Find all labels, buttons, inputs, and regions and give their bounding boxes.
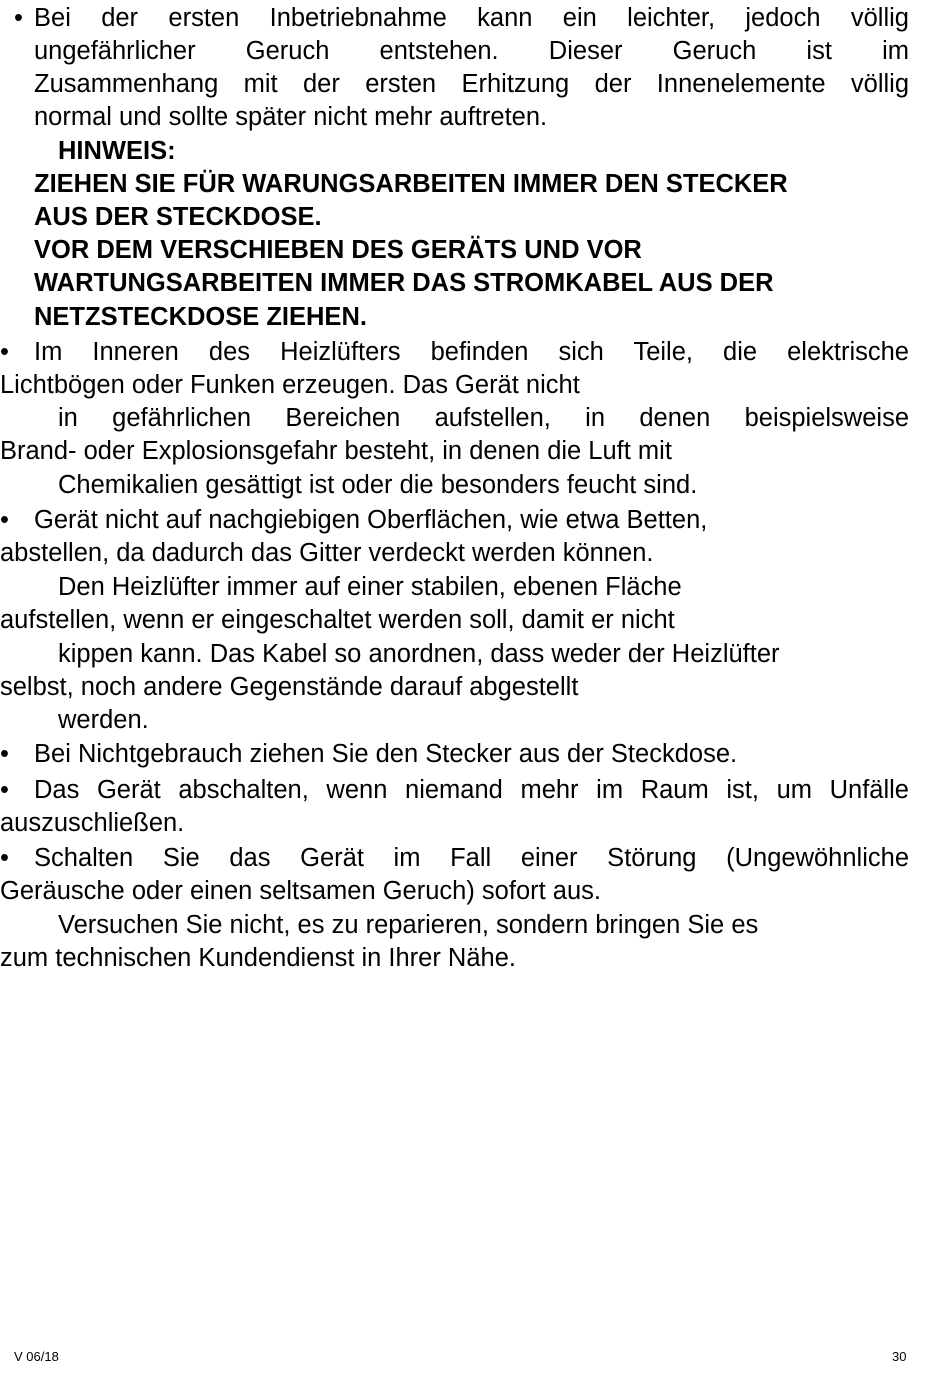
text-line: • Bei Nichtgebrauch ziehen Sie den Stecker aus der Steckdose.: [0, 738, 950, 771]
text-line: selbst, noch andere Gegenstände darauf abgestellt: [0, 673, 579, 701]
text-line: Den Heizlüfter immer auf einer stabilen, ebenen Fläche: [58, 573, 682, 601]
bullet-icon: •: [0, 776, 9, 804]
bullet-icon: •: [0, 338, 9, 366]
bullet-icon: •: [0, 844, 9, 872]
text-line: • Das Gerät abschalten, wenn niemand mehr im Raum ist, um Unfälle: [0, 774, 909, 807]
notice-heading: HINWEIS:: [58, 137, 176, 165]
text-line: Geräusche oder einen seltsamen Geruch) sofort aus.: [0, 877, 601, 905]
bullet-icon: •: [0, 740, 9, 768]
text-line: • Gerät nicht auf nachgiebigen Oberflächen, wie etwa Betten,: [0, 504, 950, 537]
bullet-icon: •: [0, 506, 9, 534]
text-line: ungefährlicher Geruch entstehen. Dieser Geruch ist im: [34, 37, 909, 65]
text-line: aufstellen, wenn er eingeschaltet werden soll, damit er nicht: [0, 606, 675, 634]
text-line: normal und sollte später nicht mehr auftreten.: [34, 103, 548, 131]
footer-page-number: 30: [892, 1349, 907, 1364]
text-line: kippen kann. Das Kabel so anordnen, dass weder der Heizlüfter: [58, 640, 780, 668]
text-line: in gefährlichen Bereichen aufstellen, in denen beispielsweise: [58, 404, 909, 432]
text-line: Brand- oder Explosionsgefahr besteht, in denen die Luft mit: [0, 437, 672, 465]
bullet-icon: •: [14, 4, 23, 32]
text-line: Zusammenhang mit der ersten Erhitzung der Innenelemente völlig: [34, 70, 909, 98]
notice-text: NETZSTECKDOSE ZIEHEN.: [34, 303, 367, 331]
text-line: abstellen, da dadurch das Gitter verdeckt werden können.: [0, 539, 654, 567]
text-line: • Schalten Sie das Gerät im Fall einer Störung (Ungewöhnliche: [0, 842, 909, 875]
notice-text: WARTUNGSARBEITEN IMMER DAS STROMKABEL AUS DER: [34, 269, 774, 297]
notice-text: AUS DER STECKDOSE.: [34, 203, 322, 231]
text-line: Versuchen Sie nicht, es zu reparieren, sondern bringen Sie es: [58, 911, 759, 939]
text-line: werden.: [58, 706, 149, 734]
text-line: Lichtbögen oder Funken erzeugen. Das Gerät nicht: [0, 371, 580, 399]
text-line: auszuschließen.: [0, 809, 185, 837]
notice-text: ZIEHEN SIE FÜR WARUNGSARBEITEN IMMER DEN STECKER: [34, 170, 788, 198]
text-line: • Im Inneren des Heizlüfters befinden sich Teile, die elektrische: [0, 336, 909, 369]
text-line: • Bei der ersten Inbetriebnahme kann ein leichter, jedoch völlig: [14, 2, 909, 35]
text-line: Chemikalien gesättigt ist oder die besonders feucht sind.: [58, 471, 698, 499]
notice-text: VOR DEM VERSCHIEBEN DES GERÄTS UND VOR: [34, 236, 642, 264]
footer-version: V 06/18: [14, 1349, 59, 1364]
text-line: zum technischen Kundendienst in Ihrer Nähe.: [0, 944, 516, 972]
